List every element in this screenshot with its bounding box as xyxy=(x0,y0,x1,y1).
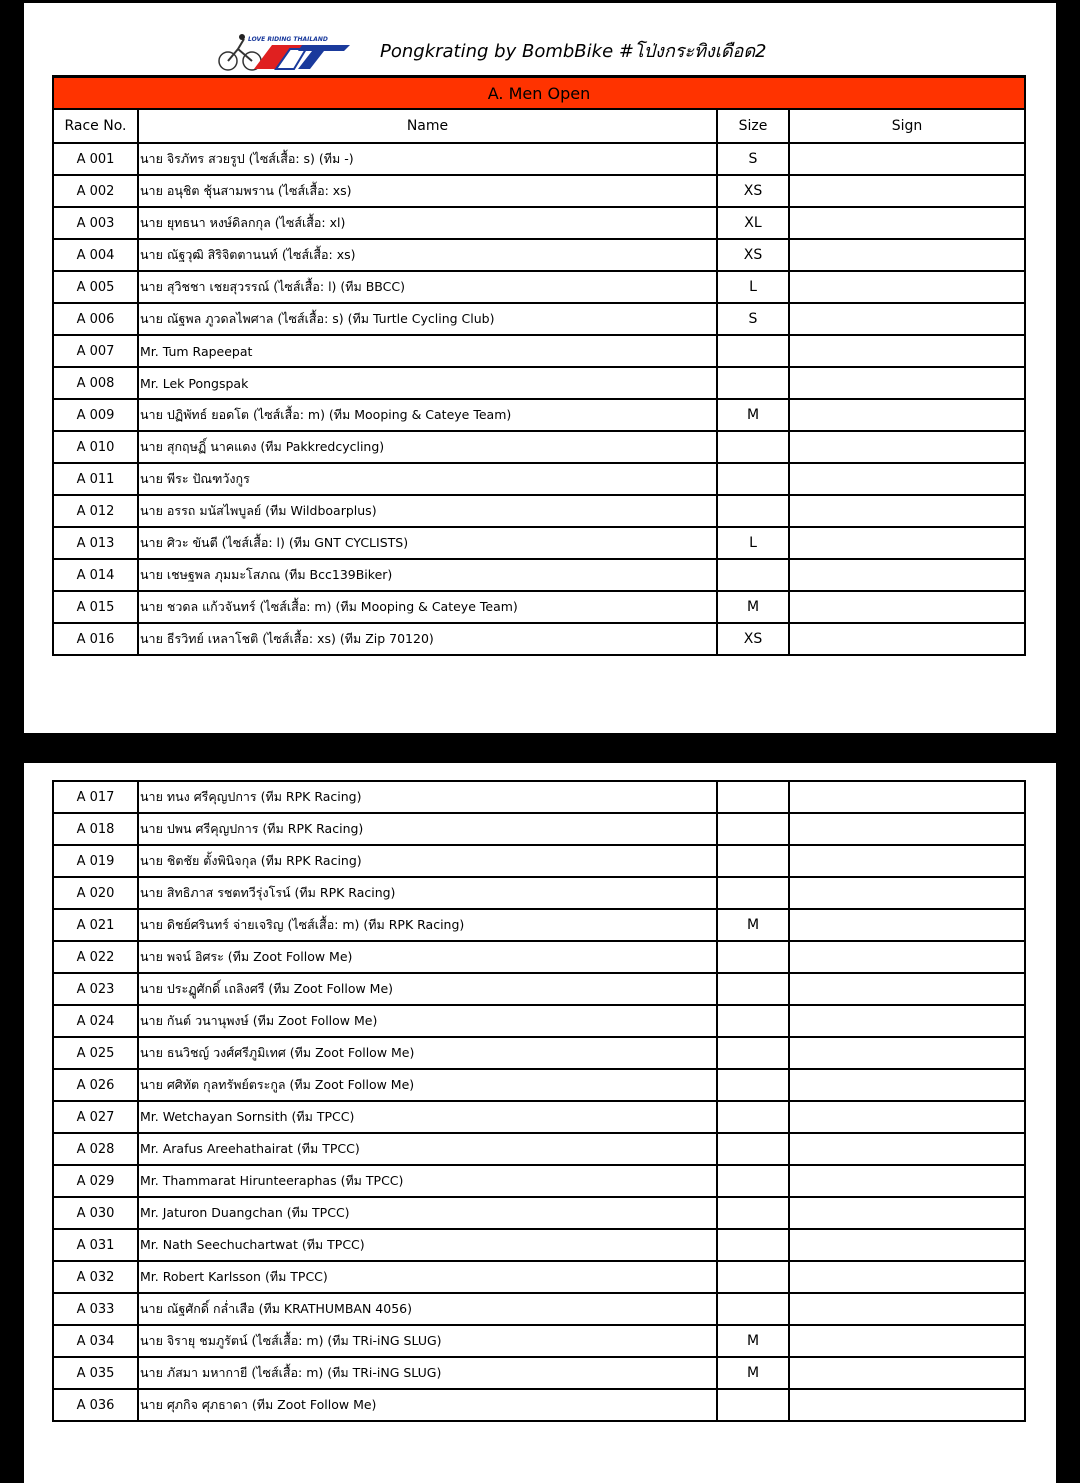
sign-cell xyxy=(789,271,1025,303)
race-number-cell: A 034 xyxy=(53,1325,138,1357)
sign-cell xyxy=(789,1389,1025,1421)
sign-cell xyxy=(789,303,1025,335)
name-cell: นาย ชิตชัย ตั้งพินิจกุล (ทีม RPK Racing) xyxy=(138,845,717,877)
name-cell: นาย ชวดล แก้วจันทร์ (ไซส์เสื้อ: m) (ทีม Mooping & Cateye Team) xyxy=(138,591,717,623)
name-cell: นาย อรรถ มนัสไพบูลย์ (ทีม Wildboarplus) xyxy=(138,495,717,527)
table-row xyxy=(53,175,1025,207)
sign-cell xyxy=(789,781,1025,813)
sign-cell xyxy=(789,813,1025,845)
name-cell: นาย ธีรวิทย์ เหลาโชติ (ไซส์เสื้อ: xs) (ทีม Zip 70120) xyxy=(138,623,717,655)
document-header xyxy=(214,27,767,73)
table-row xyxy=(53,909,1025,941)
table-row xyxy=(53,431,1025,463)
name-cell: นาย ทนง ศรีคุญปการ (ทีม RPK Racing) xyxy=(138,781,717,813)
sign-cell xyxy=(789,1005,1025,1037)
size-cell xyxy=(717,941,789,973)
size-cell xyxy=(717,431,789,463)
sign-cell xyxy=(789,941,1025,973)
name-cell: นาย สุกฤษฏิ์ นาคแดง (ทีม Pakkredcycling) xyxy=(138,431,717,463)
name-cell: Mr. Arafus Areehathairat (ทีม TPCC) xyxy=(138,1133,717,1165)
sign-cell xyxy=(789,1293,1025,1325)
sign-cell xyxy=(789,335,1025,367)
table-row xyxy=(53,973,1025,1005)
size-cell: M xyxy=(717,1325,789,1357)
race-number-cell: A 022 xyxy=(53,941,138,973)
svg-text:LOVE RIDING THAILAND: LOVE RIDING THAILAND xyxy=(248,36,328,43)
race-number-cell: A 001 xyxy=(53,143,138,175)
table-row xyxy=(53,1357,1025,1389)
size-cell xyxy=(717,367,789,399)
sign-cell xyxy=(789,143,1025,175)
size-cell: XS xyxy=(717,623,789,655)
table-row xyxy=(53,559,1025,591)
sign-cell xyxy=(789,1165,1025,1197)
sign-cell xyxy=(789,623,1025,655)
size-cell: L xyxy=(717,271,789,303)
size-cell xyxy=(717,1101,789,1133)
name-cell: นาย ภัสมา มหากายี (ไซส์เสื้อ: m) (ทีม TRi-iNG SLUG) xyxy=(138,1357,717,1389)
name-cell: นาย พีระ ปัณฑวังกูร xyxy=(138,463,717,495)
sign-cell xyxy=(789,1325,1025,1357)
sign-cell xyxy=(789,1197,1025,1229)
table-row xyxy=(53,591,1025,623)
sign-cell xyxy=(789,367,1025,399)
name-cell: Mr. Nath Seechuchartwat (ทีม TPCC) xyxy=(138,1229,717,1261)
table-row xyxy=(53,1101,1025,1133)
name-cell: Mr. Thammarat Hirunteeraphas (ทีม TPCC) xyxy=(138,1165,717,1197)
size-cell xyxy=(717,335,789,367)
race-number-cell: A 025 xyxy=(53,1037,138,1069)
table-row xyxy=(53,1133,1025,1165)
race-number-cell: A 015 xyxy=(53,591,138,623)
race-number-cell: A 027 xyxy=(53,1101,138,1133)
name-cell: นาย ศศิทัต กุลทรัพย์ตระกูล (ทีม Zoot Follow Me) xyxy=(138,1069,717,1101)
table-row xyxy=(53,813,1025,845)
table-row xyxy=(53,623,1025,655)
sign-cell xyxy=(789,1037,1025,1069)
size-cell xyxy=(717,463,789,495)
name-cell: นาย ศิวะ ขันตี (ไซส์เสื้อ: l) (ทีม GNT CYCLISTS) xyxy=(138,527,717,559)
size-cell xyxy=(717,1197,789,1229)
size-cell xyxy=(717,1261,789,1293)
sign-cell xyxy=(789,845,1025,877)
race-number-cell: A 017 xyxy=(53,781,138,813)
race-number-cell: A 005 xyxy=(53,271,138,303)
sign-cell xyxy=(789,559,1025,591)
sign-cell xyxy=(789,909,1025,941)
name-cell: นาย ยุทธนา หงษ์ดิลกกุล (ไซส์เสื้อ: xl) xyxy=(138,207,717,239)
sign-cell xyxy=(789,175,1025,207)
race-number-cell: A 036 xyxy=(53,1389,138,1421)
size-cell xyxy=(717,1005,789,1037)
table-row xyxy=(53,207,1025,239)
sign-cell xyxy=(789,1357,1025,1389)
race-number-cell: A 030 xyxy=(53,1197,138,1229)
participant-table-continued xyxy=(52,780,1026,1422)
race-number-cell: A 007 xyxy=(53,335,138,367)
race-number-cell: A 035 xyxy=(53,1357,138,1389)
table-row xyxy=(53,845,1025,877)
size-cell xyxy=(717,495,789,527)
table-row xyxy=(53,495,1025,527)
column-header-row xyxy=(53,109,1025,143)
lrt-logo xyxy=(214,29,354,71)
table-row xyxy=(53,1197,1025,1229)
size-cell xyxy=(717,845,789,877)
sign-cell xyxy=(789,973,1025,1005)
document-title: Pongkrating by BombBike #โป่งกระทิงเดือด2 xyxy=(380,40,767,62)
name-cell: นาย อนุชิต ชุ้นสามพราน (ไซส์เสื้อ: xs) xyxy=(138,175,717,207)
size-cell: S xyxy=(717,303,789,335)
race-number-cell: A 021 xyxy=(53,909,138,941)
name-cell: Mr. Wetchayan Sornsith (ทีม TPCC) xyxy=(138,1101,717,1133)
column-header-race: Race No. xyxy=(53,109,138,143)
section-title: A. Men Open xyxy=(53,77,1025,110)
size-cell: L xyxy=(717,527,789,559)
race-number-cell: A 020 xyxy=(53,877,138,909)
column-header-name: Name xyxy=(138,109,717,143)
race-number-cell: A 006 xyxy=(53,303,138,335)
column-header-size: Size xyxy=(717,109,789,143)
document-page-2 xyxy=(24,763,1056,1483)
table-row xyxy=(53,367,1025,399)
race-number-cell: A 031 xyxy=(53,1229,138,1261)
table-row xyxy=(53,335,1025,367)
name-cell: นาย ณัฐพล ภูวดลไพศาล (ไซส์เสื้อ: s) (ทีม Turtle Cycling Club) xyxy=(138,303,717,335)
race-number-cell: A 013 xyxy=(53,527,138,559)
table-row xyxy=(53,1069,1025,1101)
table-row xyxy=(53,1229,1025,1261)
name-cell: นาย จิรายุ ชมภูรัตน์ (ไซส์เสื้อ: m) (ทีม TRi-iNG SLUG) xyxy=(138,1325,717,1357)
sign-cell xyxy=(789,399,1025,431)
race-number-cell: A 024 xyxy=(53,1005,138,1037)
name-cell: นาย ปฏิพัทธ์ ยอดโต (ไซส์เสื้อ: m) (ทีม Mooping & Cateye Team) xyxy=(138,399,717,431)
race-number-cell: A 008 xyxy=(53,367,138,399)
sign-cell xyxy=(789,207,1025,239)
name-cell: Mr. Jaturon Duangchan (ทีม TPCC) xyxy=(138,1197,717,1229)
name-cell: นาย ณัฐศักดิ์ กล่ำเสือ (ทีม KRATHUMBAN 4056) xyxy=(138,1293,717,1325)
race-number-cell: A 002 xyxy=(53,175,138,207)
size-cell: XL xyxy=(717,207,789,239)
table-row xyxy=(53,1037,1025,1069)
name-cell: นาย จิรภัทร สวยรูป (ไซส์เสื้อ: s) (ทีม -) xyxy=(138,143,717,175)
sign-cell xyxy=(789,431,1025,463)
race-number-cell: A 009 xyxy=(53,399,138,431)
race-number-cell: A 011 xyxy=(53,463,138,495)
race-number-cell: A 032 xyxy=(53,1261,138,1293)
name-cell: นาย ปพน ศรีคุญปการ (ทีม RPK Racing) xyxy=(138,813,717,845)
table-row xyxy=(53,1165,1025,1197)
table-row xyxy=(53,271,1025,303)
size-cell xyxy=(717,559,789,591)
size-cell xyxy=(717,1069,789,1101)
name-cell: นาย ศุภกิจ ศุภธาดา (ทีม Zoot Follow Me) xyxy=(138,1389,717,1421)
name-cell: นาย ธนวิชญ์ วงศ์ศรีภูมิเทศ (ทีม Zoot Follow Me) xyxy=(138,1037,717,1069)
size-cell xyxy=(717,1165,789,1197)
name-cell: นาย ประฏูศักดิ์ เถลิงศรี (ทีม Zoot Follow Me) xyxy=(138,973,717,1005)
size-cell: M xyxy=(717,909,789,941)
participant-table xyxy=(52,75,1026,656)
size-cell: XS xyxy=(717,175,789,207)
table-row xyxy=(53,399,1025,431)
race-number-cell: A 023 xyxy=(53,973,138,1005)
race-number-cell: A 004 xyxy=(53,239,138,271)
sign-cell xyxy=(789,591,1025,623)
size-cell: S xyxy=(717,143,789,175)
size-cell: M xyxy=(717,591,789,623)
table-row xyxy=(53,463,1025,495)
size-cell: XS xyxy=(717,239,789,271)
race-number-cell: A 033 xyxy=(53,1293,138,1325)
name-cell: Mr. Tum Rapeepat xyxy=(138,335,717,367)
sign-cell xyxy=(789,239,1025,271)
table-row xyxy=(53,941,1025,973)
size-cell xyxy=(717,1293,789,1325)
table-row xyxy=(53,1005,1025,1037)
table-row xyxy=(53,527,1025,559)
size-cell xyxy=(717,1229,789,1261)
sign-cell xyxy=(789,877,1025,909)
column-header-sign: Sign xyxy=(789,109,1025,143)
table-row xyxy=(53,1325,1025,1357)
section-header-row xyxy=(53,77,1025,110)
sign-cell xyxy=(789,1133,1025,1165)
size-cell: M xyxy=(717,1357,789,1389)
sign-cell xyxy=(789,1229,1025,1261)
sign-cell xyxy=(789,1261,1025,1293)
name-cell: นาย เชษฐพล ภุมมะโสภณ (ทีม Bcc139Biker) xyxy=(138,559,717,591)
name-cell: นาย กันต์ วนานุพงษ์ (ทีม Zoot Follow Me) xyxy=(138,1005,717,1037)
table-row xyxy=(53,1293,1025,1325)
race-number-cell: A 010 xyxy=(53,431,138,463)
table-row xyxy=(53,239,1025,271)
race-number-cell: A 028 xyxy=(53,1133,138,1165)
size-cell xyxy=(717,877,789,909)
size-cell xyxy=(717,781,789,813)
table-row xyxy=(53,143,1025,175)
sign-cell xyxy=(789,463,1025,495)
race-number-cell: A 019 xyxy=(53,845,138,877)
name-cell: นาย พจน์ อิศระ (ทีม Zoot Follow Me) xyxy=(138,941,717,973)
document-page-1 xyxy=(24,3,1056,733)
name-cell: Mr. Lek Pongspak xyxy=(138,367,717,399)
sign-cell xyxy=(789,1101,1025,1133)
race-number-cell: A 003 xyxy=(53,207,138,239)
name-cell: นาย สิทธิภาส รชตทวีรุ่งโรน์ (ทีม RPK Racing) xyxy=(138,877,717,909)
sign-cell xyxy=(789,495,1025,527)
race-number-cell: A 012 xyxy=(53,495,138,527)
size-cell xyxy=(717,813,789,845)
table-row xyxy=(53,1389,1025,1421)
size-cell xyxy=(717,1037,789,1069)
table-row xyxy=(53,877,1025,909)
size-cell xyxy=(717,1389,789,1421)
name-cell: นาย สุวิชชา เชยสุวรรณ์ (ไซส์เสื้อ: l) (ทีม BBCC) xyxy=(138,271,717,303)
name-cell: Mr. Robert Karlsson (ทีม TPCC) xyxy=(138,1261,717,1293)
race-number-cell: A 016 xyxy=(53,623,138,655)
race-number-cell: A 014 xyxy=(53,559,138,591)
sign-cell xyxy=(789,527,1025,559)
size-cell xyxy=(717,1133,789,1165)
name-cell: นาย ดิชย์ศรินทร์ จ่ายเจริญ (ไซส์เสื้อ: m) (ทีม RPK Racing) xyxy=(138,909,717,941)
name-cell: นาย ณัฐวุฒิ สิริจิตตานนท์ (ไซส์เสื้อ: xs) xyxy=(138,239,717,271)
sign-cell xyxy=(789,1069,1025,1101)
race-number-cell: A 026 xyxy=(53,1069,138,1101)
race-number-cell: A 018 xyxy=(53,813,138,845)
size-cell: M xyxy=(717,399,789,431)
race-number-cell: A 029 xyxy=(53,1165,138,1197)
size-cell xyxy=(717,973,789,1005)
table-row xyxy=(53,1261,1025,1293)
table-row xyxy=(53,303,1025,335)
table-row xyxy=(53,781,1025,813)
